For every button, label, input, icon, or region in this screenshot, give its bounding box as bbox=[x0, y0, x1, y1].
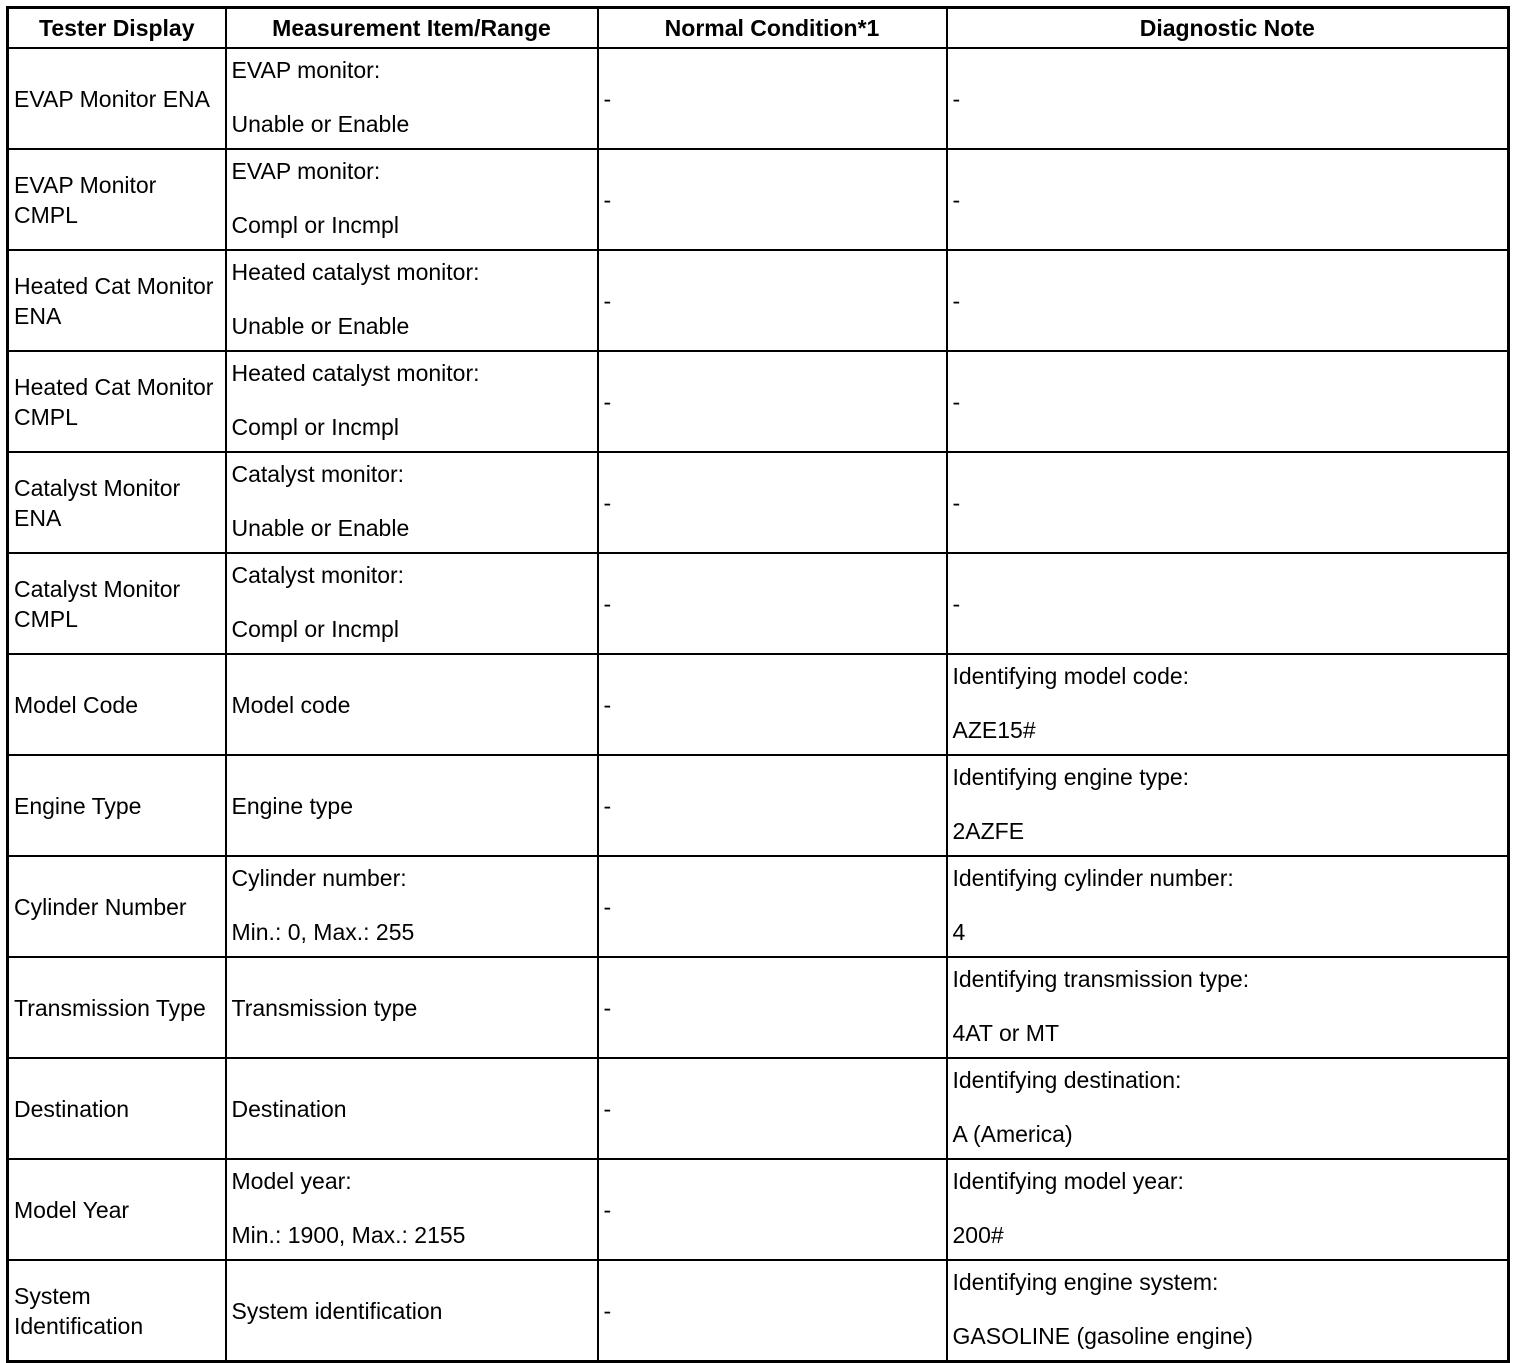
tester-display-cell: EVAP Monitor CMPL bbox=[8, 149, 226, 250]
diagnostic-note-cell bbox=[947, 1159, 1509, 1260]
tester-display-cell: Transmission Type bbox=[8, 957, 226, 1058]
tester-display-cell: Catalyst Monitor ENA bbox=[8, 452, 226, 553]
header-diagnostic-note: Diagnostic Note bbox=[947, 8, 1509, 49]
table-row bbox=[8, 452, 1509, 553]
measurement-cell-line: Unable or Enable bbox=[231, 111, 410, 137]
line-gap bbox=[232, 489, 592, 513]
table-row bbox=[8, 654, 1509, 755]
tester-display-cell: Cylinder Number bbox=[8, 856, 226, 957]
diagnostic-note-cell-line: AZE15# bbox=[952, 717, 1036, 743]
line-gap bbox=[953, 792, 1503, 816]
diagnostic-note-cell bbox=[947, 1260, 1509, 1362]
table-row bbox=[8, 1159, 1509, 1260]
measurement-cell bbox=[226, 957, 598, 1058]
diagnostic-note-cell-line: Identifying engine type: bbox=[952, 764, 1190, 790]
line-gap bbox=[232, 590, 592, 614]
normal-condition-cell: - bbox=[598, 856, 947, 957]
measurement-cell-line: Min.: 0, Max.: 255 bbox=[231, 919, 415, 945]
diagnostic-note-cell bbox=[947, 654, 1509, 755]
table-row bbox=[8, 250, 1509, 351]
diagnostic-note-cell-line: 4 bbox=[952, 919, 966, 945]
table-row bbox=[8, 1058, 1509, 1159]
normal-condition-cell: - bbox=[598, 48, 947, 149]
diagnostic-note-cell-line: A (America) bbox=[952, 1121, 1073, 1147]
diagnostic-note-cell-line: GASOLINE (gasoline engine) bbox=[952, 1323, 1253, 1349]
diagnostic-note-cell bbox=[947, 1058, 1509, 1159]
measurement-cell-line: Catalyst monitor: bbox=[231, 461, 405, 487]
measurement-cell-line: Model year: bbox=[231, 1168, 352, 1194]
measurement-cell bbox=[226, 48, 598, 149]
tester-display-cell: Catalyst Monitor CMPL bbox=[8, 553, 226, 654]
tester-display-cell: System Identification bbox=[8, 1260, 226, 1362]
measurement-cell bbox=[226, 654, 598, 755]
normal-condition-cell: - bbox=[598, 250, 947, 351]
header-measurement-item-range: Measurement Item/Range bbox=[226, 8, 598, 49]
header-tester-display: Tester Display bbox=[8, 8, 226, 49]
measurement-cell-line: Compl or Incmpl bbox=[231, 616, 399, 642]
diagnostic-note-cell-line: Identifying model code: bbox=[952, 663, 1190, 689]
diagnostic-note-cell-line: - bbox=[952, 85, 961, 112]
line-gap bbox=[232, 287, 592, 311]
measurement-cell bbox=[226, 452, 598, 553]
table-row bbox=[8, 553, 1509, 654]
measurement-cell-line: Heated catalyst monitor: bbox=[231, 259, 480, 285]
measurement-cell bbox=[226, 1260, 598, 1362]
diagnostic-note-cell-line: Identifying model year: bbox=[952, 1168, 1184, 1194]
measurement-cell bbox=[226, 553, 598, 654]
header-normal-condition: Normal Condition*1 bbox=[598, 8, 947, 49]
diagnostic-note-cell-line: Identifying cylinder number: bbox=[952, 865, 1234, 891]
diagnostic-note-cell bbox=[947, 856, 1509, 957]
diagnostic-note-cell-line: - bbox=[952, 287, 961, 314]
measurement-cell-line: Transmission type bbox=[231, 994, 418, 1021]
measurement-cell bbox=[226, 250, 598, 351]
data-table bbox=[6, 6, 1510, 1363]
diagnostic-note-cell-line: 4AT or MT bbox=[952, 1020, 1059, 1046]
normal-condition-cell: - bbox=[598, 1159, 947, 1260]
measurement-cell-line: Destination bbox=[231, 1095, 347, 1122]
measurement-cell-line: Compl or Incmpl bbox=[231, 414, 399, 440]
measurement-cell-line: Model code bbox=[231, 691, 351, 718]
measurement-cell-line: Cylinder number: bbox=[231, 865, 407, 891]
normal-condition-cell: - bbox=[598, 553, 947, 654]
measurement-cell-line: Unable or Enable bbox=[231, 515, 410, 541]
line-gap bbox=[953, 1297, 1503, 1321]
diagnostic-note-cell-line: Identifying destination: bbox=[952, 1067, 1182, 1093]
measurement-cell-line: EVAP monitor: bbox=[231, 158, 381, 184]
measurement-cell-line: System identification bbox=[231, 1297, 443, 1324]
table-header bbox=[8, 8, 1509, 49]
diagnostic-note-cell bbox=[947, 351, 1509, 452]
measurement-cell-line: Heated catalyst monitor: bbox=[231, 360, 480, 386]
table-row bbox=[8, 856, 1509, 957]
table-row bbox=[8, 351, 1509, 452]
line-gap bbox=[232, 85, 592, 109]
diagnostic-note-cell-line: - bbox=[952, 590, 961, 617]
normal-condition-cell: - bbox=[598, 1260, 947, 1362]
measurement-cell bbox=[226, 856, 598, 957]
diagnostic-note-cell-line: 2AZFE bbox=[952, 818, 1025, 844]
table-row bbox=[8, 48, 1509, 149]
tester-display-cell: Model Year bbox=[8, 1159, 226, 1260]
table-row bbox=[8, 957, 1509, 1058]
diagnostic-note-cell bbox=[947, 149, 1509, 250]
table-row bbox=[8, 755, 1509, 856]
measurement-cell-line: Engine type bbox=[231, 792, 353, 819]
diagnostic-note-cell bbox=[947, 957, 1509, 1058]
tester-display-cell: Heated Cat Monitor CMPL bbox=[8, 351, 226, 452]
diagnostic-note-cell-line: Identifying transmission type: bbox=[952, 966, 1250, 992]
table-row bbox=[8, 149, 1509, 250]
tester-display-cell: Heated Cat Monitor ENA bbox=[8, 250, 226, 351]
tester-display-cell: Destination bbox=[8, 1058, 226, 1159]
line-gap bbox=[953, 1095, 1503, 1119]
line-gap bbox=[953, 1196, 1503, 1220]
measurement-cell-line: EVAP monitor: bbox=[231, 57, 381, 83]
line-gap bbox=[232, 186, 592, 210]
line-gap bbox=[953, 893, 1503, 917]
measurement-cell-line: Min.: 1900, Max.: 2155 bbox=[231, 1222, 466, 1248]
measurement-cell bbox=[226, 351, 598, 452]
header-row bbox=[8, 8, 1509, 49]
diagnostic-note-cell-line: - bbox=[952, 489, 961, 516]
diagnostic-note-cell bbox=[947, 553, 1509, 654]
line-gap bbox=[232, 893, 592, 917]
tester-display-cell: EVAP Monitor ENA bbox=[8, 48, 226, 149]
table-body bbox=[8, 48, 1509, 1362]
diagnostic-note-cell-line: Identifying engine system: bbox=[952, 1269, 1219, 1295]
measurement-cell bbox=[226, 1159, 598, 1260]
line-gap bbox=[953, 994, 1503, 1018]
diagnostic-note-cell-line: - bbox=[952, 388, 961, 415]
normal-condition-cell: - bbox=[598, 452, 947, 553]
normal-condition-cell: - bbox=[598, 1058, 947, 1159]
diagnostic-note-cell bbox=[947, 755, 1509, 856]
normal-condition-cell: - bbox=[598, 149, 947, 250]
diagnostic-note-cell bbox=[947, 250, 1509, 351]
line-gap bbox=[232, 388, 592, 412]
line-gap bbox=[232, 1196, 592, 1220]
measurement-cell bbox=[226, 1058, 598, 1159]
normal-condition-cell: - bbox=[598, 957, 947, 1058]
tester-display-cell: Engine Type bbox=[8, 755, 226, 856]
diagnostic-note-cell bbox=[947, 452, 1509, 553]
measurement-cell bbox=[226, 149, 598, 250]
measurement-cell-line: Unable or Enable bbox=[231, 313, 410, 339]
normal-condition-cell: - bbox=[598, 654, 947, 755]
measurement-cell bbox=[226, 755, 598, 856]
diagnostic-note-cell-line: 200# bbox=[952, 1222, 1004, 1248]
normal-condition-cell: - bbox=[598, 755, 947, 856]
measurement-cell-line: Catalyst monitor: bbox=[231, 562, 405, 588]
diagnostic-note-cell-line: - bbox=[952, 186, 961, 213]
table-row bbox=[8, 1260, 1509, 1362]
diagnostic-note-cell bbox=[947, 48, 1509, 149]
line-gap bbox=[953, 691, 1503, 715]
measurement-cell-line: Compl or Incmpl bbox=[231, 212, 399, 238]
tester-display-cell: Model Code bbox=[8, 654, 226, 755]
normal-condition-cell: - bbox=[598, 351, 947, 452]
